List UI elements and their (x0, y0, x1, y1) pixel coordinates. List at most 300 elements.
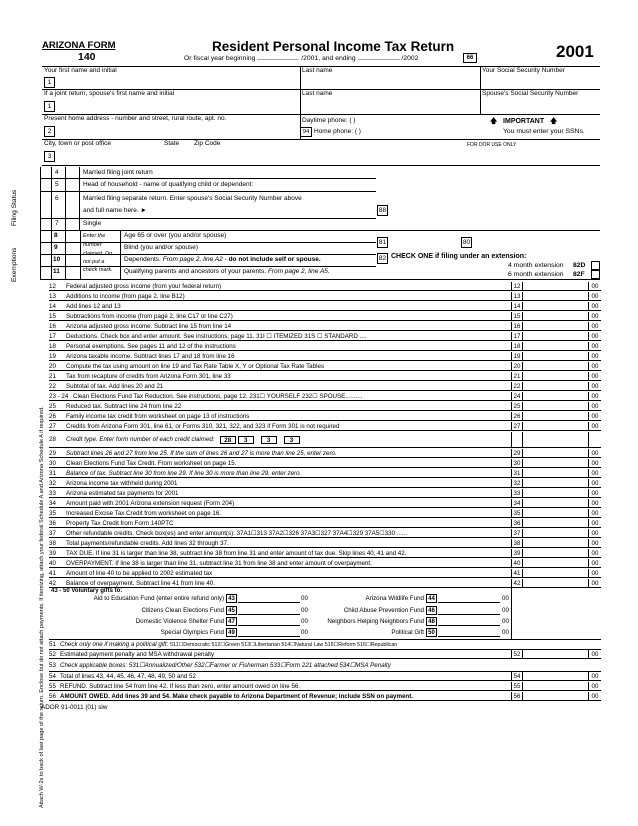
arrow-up-icon: 🡅 (549, 118, 558, 125)
gift-44-box: 44 (426, 594, 437, 603)
line-28-text: Credit type. Enter form number of each credit claimed: (66, 436, 215, 443)
line-35-num: 35 (49, 510, 56, 517)
gift-50-label: Political Gift (391, 629, 424, 636)
line-26-amount[interactable] (523, 412, 589, 421)
ex-8-count-input[interactable] (66, 232, 79, 241)
line-16-box: 16 (511, 322, 523, 331)
ex-9-label: Blind (you and/or spouse) (124, 244, 199, 251)
line-35-cents: 00 (591, 510, 599, 517)
line-33 (49, 489, 601, 498)
spouse-last-name-input[interactable] (302, 100, 476, 112)
credit-type-28[interactable]: 28 (220, 436, 236, 444)
fs-5-checkbox[interactable] (67, 181, 77, 189)
line-33-num: 33 (49, 490, 56, 497)
first-name-label: Your first name and initial (44, 67, 117, 74)
gift-49-box: 49 (226, 628, 237, 637)
line-34 (49, 499, 601, 508)
gift-49-label: Special Olympics Fund (160, 629, 224, 636)
line-51-options[interactable]: 511☐Democratic 512☐Green 513☐Libertarian 514☐Natural Law 515☐Reform 516☐Republican (170, 642, 398, 648)
line-24-cents: 00 (591, 393, 599, 400)
rule (42, 139, 600, 140)
line-31-num: 31 (49, 470, 56, 477)
line-34-cents: 00 (591, 500, 599, 507)
address-label: Present home address - number and street, rural route, apt. no. (44, 115, 227, 122)
line-25-text: Reduced tax. Subtract line 24 from line 22 (66, 403, 182, 410)
ex-8-label: Age 65 or over (you and/or spouse) (124, 232, 227, 239)
gift-47-amount[interactable] (238, 617, 300, 626)
fs-6-checkbox[interactable] (67, 195, 77, 203)
fs-6-label: Married filing separate return. Enter spouse's Social Security Number above (83, 195, 302, 202)
line-38-text: Total payments/refundable credits. Add lines 32 through 37. (66, 540, 229, 547)
line-16-amount[interactable] (523, 322, 589, 331)
line-28 (49, 432, 601, 448)
ex-10-count-input[interactable] (66, 256, 79, 265)
line-12-cents: 00 (591, 283, 599, 290)
line-30-cents: 00 (591, 460, 599, 467)
important-note (490, 118, 557, 125)
line-18-num: 18 (49, 343, 56, 350)
attach-instructions-side-text: Attach W-2s to back of last page of the return. Enclose but do not attach payments. If itemizing, attach your federal Schedule A and Arizona Schedule A if required. (39, 406, 45, 808)
fs-4-num: 4 (55, 169, 59, 176)
line-20-amount[interactable] (523, 362, 589, 371)
address-input[interactable] (58, 125, 296, 137)
line-26 (49, 412, 601, 421)
credit-type-3b[interactable]: 3 (261, 436, 277, 444)
form-label: ARIZONA FORM (42, 40, 116, 51)
spouse-ssn-label: Spouse's Social Security Number (482, 90, 579, 97)
rule (79, 167, 80, 230)
line-34-amount[interactable] (523, 499, 589, 508)
line-39-text: TAX DUE. If line 31 is larger than line 38, subtract line 38 from line 31 and enter amount of tax due. Skip lines 40, 41 and 42. (66, 550, 407, 557)
dor-use-only: FOR DOR USE ONLY (467, 142, 517, 148)
line-22-amount[interactable] (523, 382, 589, 391)
line-19-cents: 00 (591, 353, 599, 360)
line-55-text: REFUND. Subtract line 54 from line 42. If less than zero, enter amount owed on line 56. (60, 683, 301, 690)
line-40 (49, 559, 601, 568)
line-25-cents: 00 (591, 403, 599, 410)
line-51[interactable] (49, 640, 397, 649)
spouse-ssn-input[interactable] (482, 100, 598, 112)
ex-11-label-a: Qualifying parents and ancestors of your parents. (124, 268, 266, 275)
filing-status-side-label: Filing Status (11, 189, 18, 226)
line-52-num: 52 (49, 651, 56, 658)
line-19-amount[interactable] (523, 352, 589, 361)
fiscal-end-input[interactable] (358, 59, 400, 60)
gift-45-label: Citizens Clean Elections Fund (141, 607, 224, 614)
line-42-text: Balance of overpayment. Subtract line 41 from line 40. (66, 580, 215, 587)
line-35-text: Increased Excise Tax Credit from worksheet on page 16. (66, 510, 221, 517)
line-13-num: 13 (49, 293, 56, 300)
box-66: 66 (463, 53, 477, 63)
line-33-amount[interactable] (523, 489, 589, 498)
line-39-amount[interactable] (523, 549, 589, 558)
enter-number-note-5: check mark. (83, 267, 113, 273)
rule (51, 167, 52, 230)
line-52-box: 52 (511, 650, 523, 659)
home-phone-field[interactable]: Home phone: ( ) (314, 128, 361, 135)
line-17-text[interactable]: Deductions. Check box and enter amount. See instructions, page 11. 31I ☐ ITEMIZED 31S ☐ STANDARD .... (66, 333, 367, 340)
gift-43-label: Aid to Education Fund (enter entire refund only) (93, 595, 224, 602)
rule (65, 167, 66, 230)
gift-43-cents: 00 (301, 595, 308, 602)
line-32-box: 32 (511, 479, 523, 488)
line-31-amount[interactable] (523, 469, 589, 478)
line-25-num: 25 (49, 403, 56, 410)
rule (42, 165, 600, 166)
line-13-box: 13 (511, 292, 523, 301)
line-42-num: 42 (49, 580, 56, 587)
line-21-cents: 00 (591, 373, 599, 380)
line-38-amount[interactable] (523, 539, 589, 548)
line-28-num: 28 (49, 436, 56, 443)
line-13-text: Additions to income (from page 2, line B12) (66, 293, 185, 300)
enter-number-note-3: claimed. Do (83, 251, 113, 257)
gift-48-box: 48 (426, 617, 437, 626)
rule (40, 230, 600, 231)
line-34-box: 34 (511, 499, 523, 508)
box-94: 94 (300, 127, 312, 137)
line-13 (49, 292, 601, 301)
line-21 (49, 372, 601, 381)
line-20-cents: 00 (591, 363, 599, 370)
line-15-num: 15 (49, 313, 56, 320)
ex-10-num: 10 (53, 256, 61, 263)
gift-46-label: Child Abuse Prevention Fund (343, 607, 424, 614)
line-40-text: OVERPAYMENT. If line 38 is larger than line 31, subtract line 31 from line 38 and enter amount of overpayment. (66, 560, 372, 567)
line-27 (49, 422, 601, 431)
line-53-text[interactable]: Check applicable boxes: 531☐Annualized/Other 532☐Farmer or Fisherman 533☐Form 221 attached 534☐MSA Penalty (60, 662, 391, 669)
line-30-amount[interactable] (523, 459, 589, 468)
line-19-text: Arizona taxable income. Subtract lines 17 and 18 from line 16 (66, 353, 235, 360)
line-33-text: Arizona estimated tax payments for 2001 (66, 490, 179, 497)
line-24-amount[interactable] (523, 392, 589, 401)
fs-4-label: Married filing joint return (83, 169, 153, 176)
line-12-box: 12 (511, 282, 523, 291)
line-21-num: 21 (49, 373, 56, 380)
line-30 (49, 459, 601, 468)
line-42-amount[interactable] (523, 579, 589, 588)
line-56-amount[interactable] (523, 692, 589, 701)
line-41-amount[interactable] (523, 569, 589, 578)
fs-7-num: 7 (55, 220, 59, 227)
line-23-24-num: 23 - 24 (49, 393, 69, 400)
fs-4-checkbox[interactable] (67, 170, 77, 178)
ex-10-label-a: Dependents. (124, 256, 161, 263)
rule (40, 218, 376, 219)
line-31-box: 31 (511, 469, 523, 478)
line-52 (49, 650, 601, 659)
line-29-cents: 00 (591, 450, 599, 457)
spouse-last-name-label: Last name (302, 90, 333, 97)
line-35 (49, 509, 601, 518)
line-54-box: 54 (511, 672, 523, 681)
line-40-box: 40 (511, 559, 523, 568)
enter-number-note-1: Enter the (83, 233, 106, 239)
line-19-num: 19 (49, 353, 56, 360)
line-25-box: 25 (511, 402, 523, 411)
line-17 (49, 332, 601, 341)
line-20-text: Compute the tax using amount on line 19 and Tax Rate Table X, Y or Optional Tax Rate Tables (66, 363, 324, 370)
line-14-amount[interactable] (523, 302, 589, 311)
line-53-num: 53 (49, 662, 56, 669)
gifts-header: 43 - 50 Voluntary gifts to: (51, 588, 123, 594)
line-25-amount[interactable] (523, 402, 589, 411)
line-29-text: Subtract lines 26 and 27 from line 25. If the sum of lines 26 and 27 is more than line 25, enter zero. (66, 450, 337, 457)
fs-5-num: 5 (55, 181, 59, 188)
arrow-up-icon: 🡅 (490, 118, 498, 125)
line-22 (49, 382, 601, 391)
gift-50-cents: 00 (502, 629, 509, 636)
line-52-cents: 00 (591, 651, 599, 658)
line-40-num: 40 (49, 560, 56, 567)
fiscal-year-end-label: /2001, and ending (301, 55, 356, 62)
line-14-box: 14 (511, 302, 523, 311)
fs-5-label: Head of household - name of qualifying child or dependent: (83, 181, 254, 188)
rule (40, 191, 376, 192)
gift-47-label: Domestic Violence Shelter Fund (135, 618, 224, 625)
line-12-num: 12 (49, 283, 56, 290)
line-14-num: 14 (49, 303, 56, 310)
daytime-phone-field[interactable]: Daytime phone: ( ) (302, 117, 356, 124)
line-39-box: 39 (511, 549, 523, 558)
line-51-num: 51 (49, 641, 56, 648)
ex-11-count-input[interactable] (66, 268, 79, 277)
line-22-num: 22 (49, 383, 56, 390)
last-name-input[interactable] (302, 76, 476, 88)
line-27-num: 27 (49, 423, 56, 430)
gift-44-cents: 00 (502, 595, 509, 602)
gift-48-label: Neighbors Helping Neighbors Fund (327, 618, 424, 625)
line-13-cents: 00 (591, 293, 599, 300)
line-37-text[interactable]: Other refundable credits. Check box(es) and enter amount(s): 37A1☐313 37A2☐326 37A3☐327 37A4☐329 37A5☐330 ...... (66, 530, 408, 537)
box-2: 2 (44, 126, 55, 137)
line-32-amount[interactable] (523, 479, 589, 488)
line-21-amount[interactable] (523, 372, 589, 381)
line-19-box: 19 (511, 352, 523, 361)
line-14-text: Add lines 12 and 13 (66, 303, 121, 310)
line-40-amount[interactable] (523, 559, 589, 568)
gift-46-amount[interactable] (438, 606, 500, 615)
line-55-box: 55 (511, 682, 523, 691)
line-20-num: 20 (49, 363, 56, 370)
line-25 (49, 402, 601, 411)
line-32 (49, 479, 601, 488)
line-29-box: 29 (511, 449, 523, 458)
line-15-amount[interactable] (523, 312, 589, 321)
line-16-text: Arizona adjusted gross income. Subtract line 15 from line 14 (66, 323, 232, 330)
line-12-amount[interactable] (523, 282, 589, 291)
line-41-num: 41 (49, 570, 56, 577)
line-29-amount[interactable] (523, 449, 589, 458)
ex-9-count-input[interactable] (66, 244, 79, 253)
gift-45-box: 45 (226, 606, 237, 615)
gift-46-box: 46 (426, 606, 437, 615)
line-32-text: Arizona income tax withheld during 2001 (66, 480, 178, 487)
line-56-box: 56 (511, 692, 523, 701)
line-42-cents: 00 (591, 580, 599, 587)
city-state-zip-input[interactable] (58, 149, 418, 162)
line-20 (49, 362, 601, 371)
ex-10-label-b: From page 2, line A2 - (162, 256, 227, 263)
line-33-box: 33 (511, 489, 523, 498)
spouse-first-name-input[interactable] (58, 100, 296, 112)
ex-10-label-c: do not include self or spouse. (228, 256, 321, 263)
line-53[interactable] (49, 661, 391, 670)
line-36-box: 36 (511, 519, 523, 528)
line-54-amount[interactable] (523, 672, 589, 681)
ssn-input[interactable] (482, 76, 598, 88)
gift-44-label: Arizona Wildlife Fund (365, 595, 424, 602)
ext-6-code: 82F (573, 271, 585, 278)
last-name-label: Last name (302, 67, 333, 74)
line-13-amount[interactable] (523, 292, 589, 301)
ext-4-checkbox[interactable] (591, 261, 600, 270)
gift-47-box: 47 (226, 617, 237, 626)
important-label: IMPORTANT (503, 118, 545, 125)
credit-type-3a[interactable]: 3 (238, 436, 254, 444)
line-17-box: 17 (511, 332, 523, 341)
check-one-extension: CHECK ONE if filing under an extension: (391, 253, 527, 260)
line-29 (49, 449, 601, 458)
line-20-box: 20 (511, 362, 523, 371)
line-52-amount[interactable] (523, 650, 589, 659)
line-51-text: Check only one if making a political gift: (60, 641, 169, 648)
gift-49-cents: 00 (301, 629, 308, 636)
line-27-cents: 00 (591, 423, 599, 430)
line-41 (49, 569, 601, 578)
line-56-num: 56 (49, 693, 56, 700)
state-label: State (164, 140, 180, 147)
rule (40, 279, 600, 280)
line-14 (49, 302, 601, 311)
ex-11-label (124, 269, 330, 276)
line-30-text: Clean Elections Fund Tax Credit. From worksheet on page 15. (66, 460, 237, 467)
line-55-num: 55 (49, 683, 56, 690)
first-name-input[interactable] (58, 76, 296, 88)
fiscal-year-end-suffix: /2002 (401, 55, 419, 62)
line-37-amount[interactable] (523, 529, 589, 538)
line-26-cents: 00 (591, 413, 599, 420)
line-17-amount[interactable] (523, 332, 589, 341)
fs-7-checkbox[interactable] (67, 220, 77, 228)
box-80: 80 (462, 239, 471, 246)
line-16-cents: 00 (591, 323, 599, 330)
line-34-num: 34 (49, 500, 56, 507)
form-footer: ADOR 91-0011 (01) slw (41, 704, 108, 711)
line-54-text: Total of lines 43, 44, 45, 46, 47, 48, 49, 50 and 52 (60, 673, 196, 680)
line-33-cents: 00 (591, 490, 599, 497)
line-16-num: 16 (49, 323, 56, 330)
line-28-amount (523, 432, 589, 448)
line-56-cents: 00 (591, 693, 599, 700)
zip-label: Zip Code (194, 140, 221, 147)
line-42 (49, 579, 601, 588)
credit-type-3c[interactable]: 3 (284, 436, 300, 444)
line-14-cents: 00 (591, 303, 599, 310)
ext-4-code: 82D (573, 262, 586, 269)
line-31-cents: 00 (591, 470, 599, 477)
fs-6-label-b: and full name here. ► (83, 207, 147, 214)
box-1: 1 (44, 77, 55, 88)
line-54-cents: 00 (591, 673, 599, 680)
ext-6-checkbox[interactable] (591, 270, 600, 279)
must-enter-ssn: You must enter your SSNs. (503, 128, 585, 135)
line-21-text: Tax from recapture of credits from Arizona Form 301, line 33 (66, 373, 231, 380)
line-38-box: 38 (511, 539, 523, 548)
line-38-cents: 00 (591, 540, 599, 547)
line-12 (49, 282, 601, 291)
fs-7-label: Single (83, 220, 102, 227)
line-42-box: 42 (511, 579, 523, 588)
line-38 (49, 539, 601, 548)
line-38-num: 38 (49, 540, 56, 547)
ext-6-label: 6 month extension (508, 271, 564, 278)
line-41-box: 41 (511, 569, 523, 578)
line-17-cents: 00 (591, 333, 599, 340)
gift-50-amount[interactable] (438, 628, 500, 637)
line-36-amount[interactable] (523, 519, 589, 528)
line-56-text: AMOUNT OWED. Add lines 39 and 54. Make check payable to Arizona Department of Revenue; include SSN on payment. (60, 693, 413, 700)
line-23-24-text[interactable]: Clean Elections Fund Tax Reduction. See instructions, page 12. 231☐ YOURSELF 232☐ SPOUSE.......... (73, 393, 363, 400)
line-54-num: 54 (49, 673, 56, 680)
line-21-box: 21 (511, 372, 523, 381)
line-37-cents: 00 (591, 530, 599, 537)
line-36 (49, 519, 601, 528)
line-26-box: 26 (511, 412, 523, 421)
box-3: 3 (44, 151, 55, 162)
gift-48-cents: 00 (502, 618, 509, 625)
fiscal-year-line (184, 56, 418, 63)
ex-11-num: 11 (53, 268, 60, 275)
gift-45-amount[interactable] (238, 606, 300, 615)
line-15 (49, 312, 601, 321)
gift-43-amount[interactable] (238, 594, 300, 603)
line-27-amount[interactable] (523, 422, 589, 431)
line-12-text: Federal adjusted gross income (from your federal return) (66, 283, 222, 290)
box-1-spouse: 1 (44, 101, 55, 112)
line-55-amount[interactable] (523, 682, 589, 691)
line-18-amount[interactable] (523, 342, 589, 351)
box-82: 82 (378, 255, 387, 262)
gift-46-cents: 00 (502, 607, 509, 614)
gift-45-cents: 00 (301, 607, 308, 614)
line-52-text: Estimated payment penalty and MSA withdrawal penalty (60, 651, 215, 658)
line-31 (49, 469, 601, 478)
fiscal-begin-input[interactable] (257, 59, 299, 60)
line-31-text: Balance of tax. Subtract line 30 from line 29. If line 30 is more than line 29, enter zero. (66, 470, 302, 477)
gift-44-amount[interactable] (438, 594, 500, 603)
line-18-cents: 00 (591, 343, 599, 350)
gift-48-amount[interactable] (438, 617, 500, 626)
ex-9-num: 9 (54, 244, 58, 251)
line-18-box: 18 (511, 342, 523, 351)
ext-4-label: 4 month extension (508, 262, 564, 269)
line-26-text: Family income tax credit from worksheet on page 13 of instructions (66, 413, 250, 420)
line-35-amount[interactable] (523, 509, 589, 518)
line-18 (49, 342, 601, 351)
ex-10-label (124, 257, 321, 264)
line-24-box: 24 (511, 392, 523, 401)
gift-49-amount[interactable] (238, 628, 300, 637)
line-15-cents: 00 (591, 313, 599, 320)
line-56 (49, 692, 601, 701)
line-36-cents: 00 (591, 520, 599, 527)
line-29-num: 29 (49, 450, 56, 457)
enter-number-note-4: not put a (83, 259, 105, 265)
rule (511, 588, 512, 639)
line-22-box: 22 (511, 382, 523, 391)
fs-6-num: 6 (55, 195, 59, 202)
